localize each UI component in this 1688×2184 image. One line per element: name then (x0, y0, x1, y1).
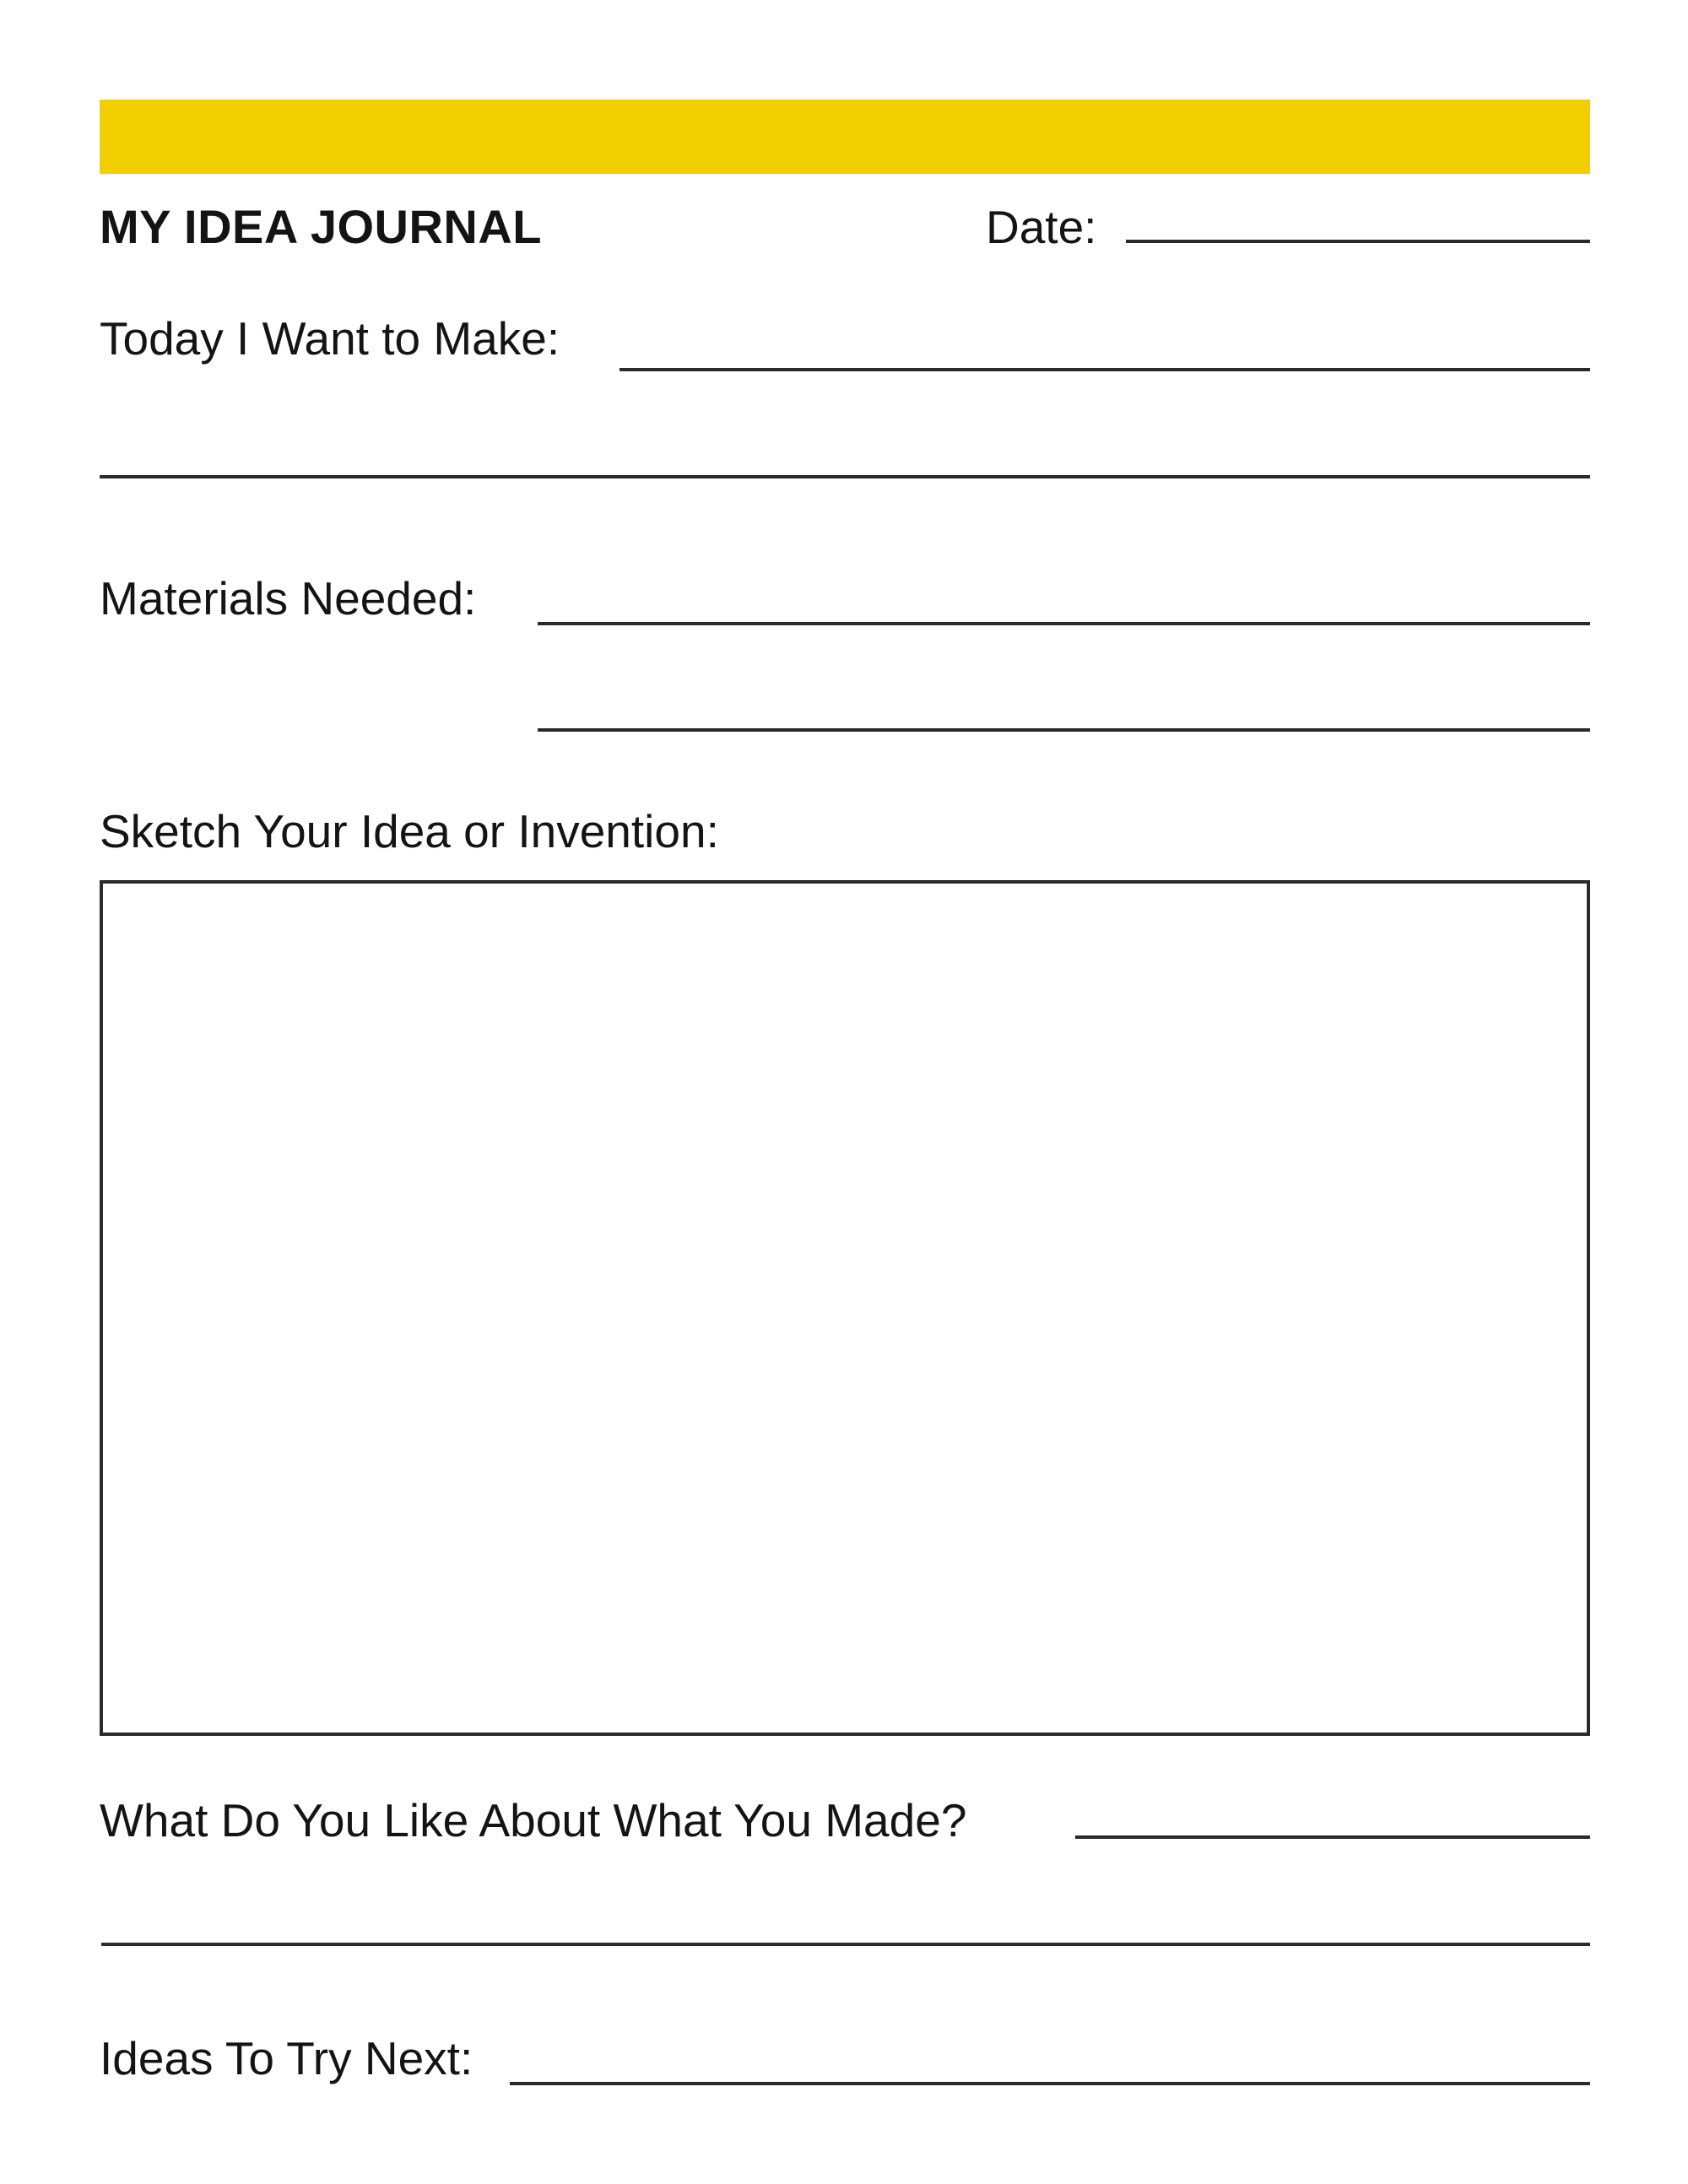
materials-input-line-2[interactable] (538, 728, 1590, 732)
like-input-line-2[interactable] (101, 1943, 1590, 1946)
like-input-line-1[interactable] (1075, 1835, 1590, 1839)
make-input-line-2[interactable] (100, 475, 1590, 478)
materials-label: Materials Needed: (100, 572, 477, 624)
header-accent-bar (100, 100, 1590, 174)
like-label: What Do You Like About What You Made? (100, 1794, 967, 1846)
sketch-area[interactable] (100, 880, 1590, 1736)
date-input-line[interactable] (1126, 240, 1590, 243)
next-input-line[interactable] (510, 2082, 1590, 2085)
make-input-line-1[interactable] (619, 368, 1590, 371)
next-label: Ideas To Try Next: (100, 2032, 473, 2084)
page-title: MY IDEA JOURNAL (100, 200, 542, 253)
make-label: Today I Want to Make: (100, 312, 560, 365)
materials-input-line-1[interactable] (538, 622, 1590, 625)
sketch-label: Sketch Your Idea or Invention: (100, 805, 719, 857)
date-label: Date: (986, 201, 1097, 253)
